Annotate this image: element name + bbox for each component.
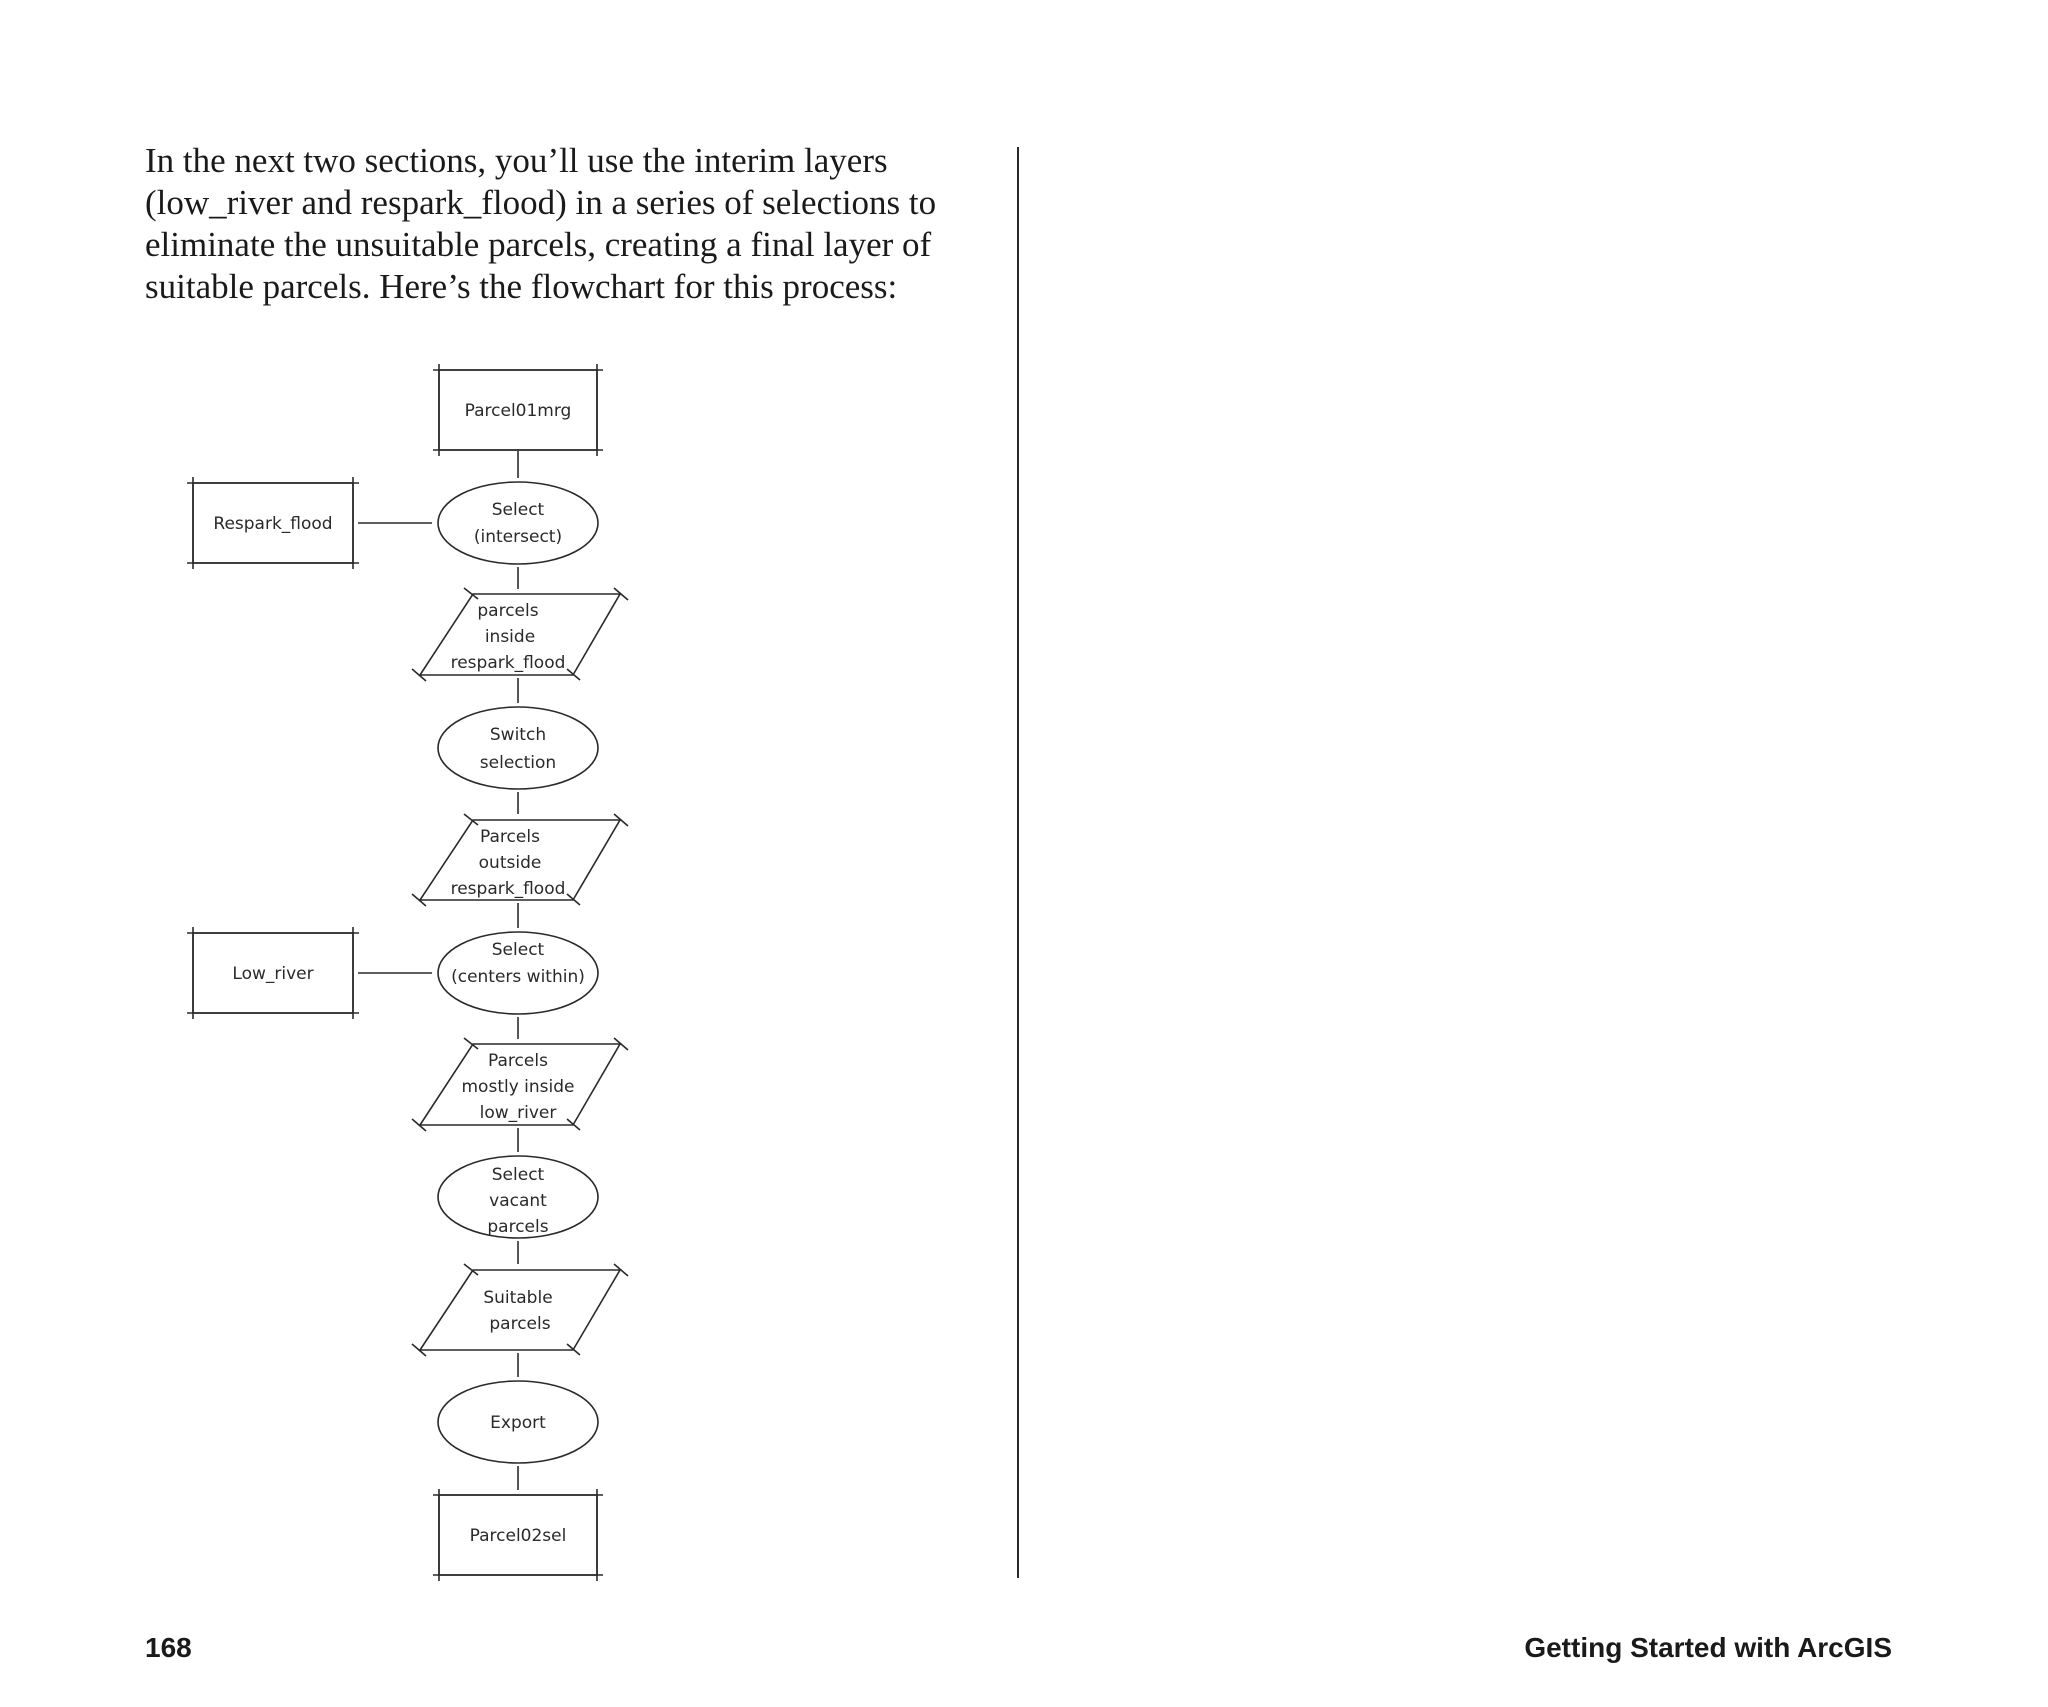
- node-respark-flood: [187, 477, 359, 569]
- node-label: Select: [491, 1165, 545, 1185]
- node-export: [438, 1381, 598, 1463]
- node-label: Export: [490, 1413, 546, 1433]
- page-number: 168: [145, 1632, 192, 1663]
- node-label: Suitable: [483, 1288, 553, 1308]
- node-label: (centers within): [451, 967, 585, 987]
- node-select-centers-within: [438, 932, 598, 1014]
- node-label: outside: [478, 853, 542, 873]
- node-label: low_river: [479, 1103, 557, 1123]
- running-title: Getting Started with ArcGIS: [1524, 1632, 1892, 1663]
- node-label: Select: [491, 940, 545, 960]
- node-label: vacant: [489, 1191, 547, 1211]
- node-label: Select: [491, 500, 545, 520]
- node-label: Respark_flood: [213, 514, 333, 534]
- node-suitable-parcels: [412, 1264, 628, 1356]
- node-label: Parcels: [480, 827, 540, 847]
- intro-line: In the next two sections, you’ll use the interim layers: [145, 141, 888, 180]
- node-label: inside: [484, 627, 536, 647]
- node-parcels-inside-respark: [412, 588, 628, 681]
- node-label: (intersect): [473, 527, 563, 547]
- node-label: Parcels: [488, 1051, 548, 1071]
- intro-line: suitable parcels. Here’s the flowchart for this process:: [145, 267, 898, 306]
- node-parcel01mrg: [433, 364, 603, 456]
- node-switch-selection: [438, 707, 598, 789]
- node-label: Low_river: [232, 964, 314, 984]
- node-parcels-mostly-inside: [412, 1038, 628, 1131]
- node-label: Parcel02sel: [469, 1526, 567, 1546]
- intro-line: (low_river and respark_flood) in a series of selections to: [145, 183, 937, 222]
- node-label: parcels: [487, 1217, 549, 1237]
- node-label: Switch: [489, 725, 547, 745]
- node-parcel02sel: [433, 1489, 603, 1581]
- node-label: respark_flood: [450, 653, 566, 673]
- node-label: respark_flood: [450, 879, 566, 899]
- node-select-vacant: [438, 1156, 598, 1238]
- intro-line: eliminate the unsuitable parcels, creating a final layer of: [145, 225, 932, 264]
- node-label: parcels: [489, 1314, 551, 1334]
- node-label: selection: [479, 753, 557, 773]
- node-parcels-outside-respark: [412, 814, 628, 906]
- node-low-river: [187, 927, 359, 1019]
- node-label: parcels: [477, 601, 539, 621]
- node-label: Parcel01mrg: [464, 401, 572, 421]
- node-label: mostly inside: [461, 1077, 575, 1097]
- node-select-intersect: [438, 482, 598, 564]
